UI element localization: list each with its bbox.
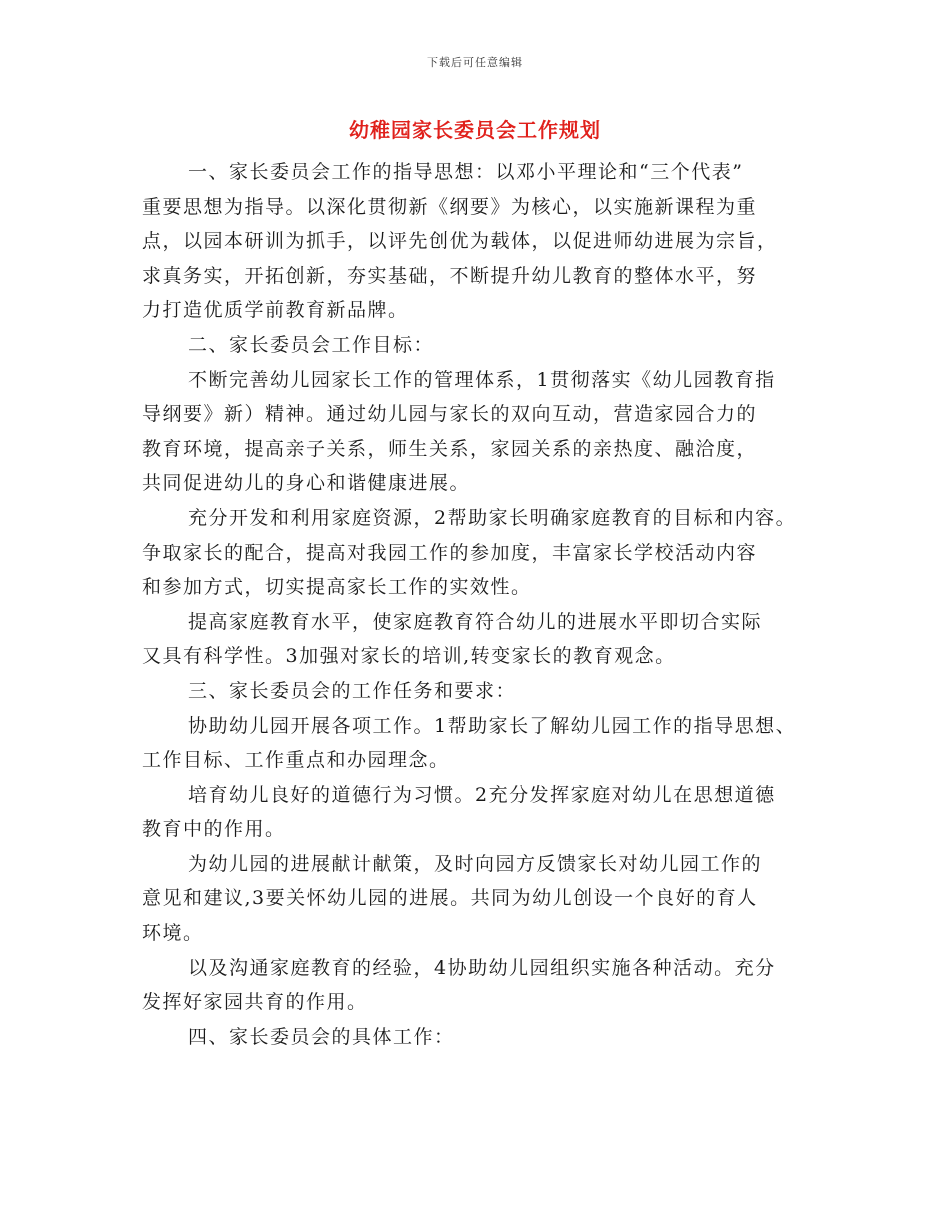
body-line: 协助幼儿园开展各项工作。1帮助家长了解幼儿园工作的指导思想、	[188, 714, 797, 737]
body-line: 一、家长委员会工作的指导思想：以邓小平理论和“三个代表”	[188, 161, 744, 183]
body-line: 导纲要》新）精神。通过幼儿园与家长的双向互动，营造家园合力的	[142, 403, 758, 426]
body-line: 求真务实，开拓创新，夯实基础，不断提升幼儿教育的整体水平，努	[142, 264, 758, 287]
body-line: 力打造优质学前教育新品牌。	[142, 299, 409, 322]
body-line: 充分开发和利用家庭资源，2帮助家长明确家庭教育的目标和内容。	[188, 506, 797, 529]
body-line: 提高家庭教育水平，使家庭教育符合幼儿的进展水平即切合实际	[188, 610, 763, 633]
body-line: 以及沟通家庭教育的经验，4协助幼儿园组织实施各种活动。充分	[188, 956, 776, 979]
body-line: 教育环境，提高亲子关系，师生关系，家园关系的亲热度、融洽度，	[142, 437, 758, 460]
body-line: 为幼儿园的进展献计献策，及时向园方反馈家长对幼儿园工作的	[188, 852, 763, 875]
body-line: 争取家长的配合，提高对我园工作的参加度，丰富家长学校活动内容	[142, 541, 758, 564]
body-line: 环境。	[142, 922, 204, 945]
body-line: 点，以园本研训为抓手，以评先创优为载体，以促进师幼进展为宗旨，	[142, 230, 778, 253]
body-line: 教育中的作用。	[142, 818, 286, 841]
body-line: 和参加方式，切实提高家长工作的实效性。	[142, 576, 532, 599]
body-line: 重要思想为指导。以深化贯彻新《纲要》为核心，以实施新课程为重	[142, 195, 758, 218]
body-line: 共同促进幼儿的身心和谐健康进展。	[142, 472, 471, 495]
body-line: 意见和建议,3要关怀幼儿园的进展。共同为幼儿创设一个良好的育人	[142, 887, 758, 910]
body-line: 发挥好家园共育的作用。	[142, 991, 368, 1014]
document-body	[142, 155, 822, 1054]
section-heading: 二、家长委员会工作目标：	[188, 333, 435, 356]
body-line: 培育幼儿良好的道德行为习惯。2充分发挥家庭对幼儿在思想道德	[188, 783, 776, 806]
document-title: 幼稚园家长委员会工作规划	[349, 118, 601, 142]
section-heading: 三、家长委员会的工作任务和要求：	[188, 679, 517, 702]
page-header-note: 下载后可任意编辑	[427, 56, 523, 69]
body-line: 工作目标、工作重点和办园理念。	[142, 749, 450, 772]
body-line: 不断完善幼儿园家长工作的管理体系，1贯彻落实《幼儿园教育指	[188, 368, 776, 391]
body-line: 又具有科学性。3加强对家长的培训,转变家长的教育观念。	[142, 645, 676, 668]
section-heading: 四、家长委员会的具体工作：	[188, 1025, 455, 1048]
